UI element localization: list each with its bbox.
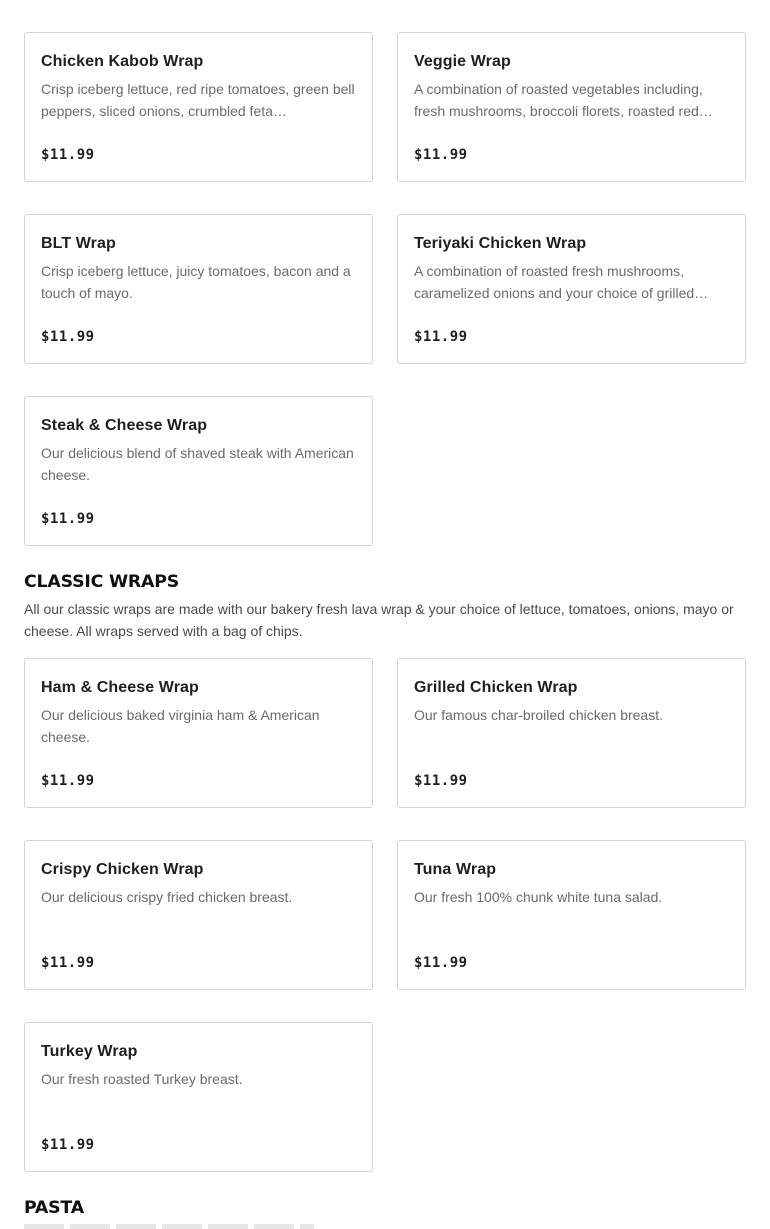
menu-item-description: Our delicious crispy fried chicken breast. — [41, 889, 293, 905]
menu-item-card[interactable] — [397, 214, 746, 364]
menu-item-card[interactable] — [397, 840, 746, 990]
menu-item-description: Our fresh 100% chunk white tuna salad. — [414, 889, 663, 905]
menu-item-description: A combination of roasted fresh mushrooms, caramelized onions and your choice of grilled… — [414, 263, 709, 301]
section-description-classic-wraps: All our classic wraps are made with our bakery fresh lava wrap & your choice of lettuce, tomatoes, onions, mayo or cheese. All wraps served with a bag of chips. — [24, 601, 734, 639]
menu-item-card[interactable] — [397, 658, 746, 808]
menu-item-card[interactable] — [24, 658, 373, 808]
section-description-pasta-cutoff — [24, 1224, 314, 1229]
menu-item-name: Ham & Cheese Wrap — [41, 679, 199, 696]
menu-item-name: Turkey Wrap — [41, 1043, 138, 1060]
menu-item-price: $11.99 — [414, 773, 468, 789]
menu-item-card[interactable] — [24, 1022, 373, 1172]
menu-item-description: Crisp iceberg lettuce, juicy tomatoes, bacon and a touch of mayo. — [41, 263, 351, 301]
menu-item-name: Crispy Chicken Wrap — [41, 861, 204, 878]
menu-item-name: Grilled Chicken Wrap — [414, 679, 578, 696]
menu-item-card[interactable] — [24, 396, 373, 546]
menu-item-name: BLT Wrap — [41, 235, 116, 252]
menu-item-description: Our fresh roasted Turkey breast. — [41, 1071, 243, 1087]
menu-item-price: $11.99 — [414, 147, 468, 163]
menu-item-name: Chicken Kabob Wrap — [41, 53, 204, 70]
menu-item-name: Teriyaki Chicken Wrap — [414, 235, 587, 252]
menu-item-price: $11.99 — [414, 329, 468, 345]
menu-item-card[interactable] — [24, 32, 373, 182]
menu-item-description: Our delicious baked virginia ham & American cheese. — [41, 707, 320, 745]
section-title-classic-wraps: CLASSIC WRAPS — [24, 572, 180, 592]
menu-item-price: $11.99 — [41, 1137, 95, 1153]
previous-section-edge — [24, 0, 746, 1]
menu-item-price: $11.99 — [414, 955, 468, 971]
menu-item-description: A combination of roasted vegetables including, fresh mushrooms, broccoli florets, roasted red… — [414, 81, 713, 119]
menu-item-price: $11.99 — [41, 329, 95, 345]
menu-item-price: $11.99 — [41, 955, 95, 971]
menu-item-description: Our famous char-broiled chicken breast. — [414, 707, 663, 723]
menu-item-name: Steak & Cheese Wrap — [41, 417, 208, 434]
menu-item-name: Veggie Wrap — [414, 53, 511, 70]
section-title-pasta: PASTA — [24, 1198, 84, 1218]
menu-item-card[interactable] — [24, 214, 373, 364]
menu-item-price: $11.99 — [41, 147, 95, 163]
menu-item-price: $11.99 — [41, 773, 95, 789]
menu-item-description: Our delicious blend of shaved steak with American cheese. — [41, 445, 354, 483]
menu-item-description: Crisp iceberg lettuce, red ripe tomatoes, green bell peppers, sliced onions, crumbled feta… — [41, 81, 355, 119]
menu-item-name: Tuna Wrap — [414, 861, 497, 878]
menu-item-price: $11.99 — [41, 511, 95, 527]
menu-item-card[interactable] — [397, 32, 746, 182]
menu-item-card[interactable] — [24, 840, 373, 990]
